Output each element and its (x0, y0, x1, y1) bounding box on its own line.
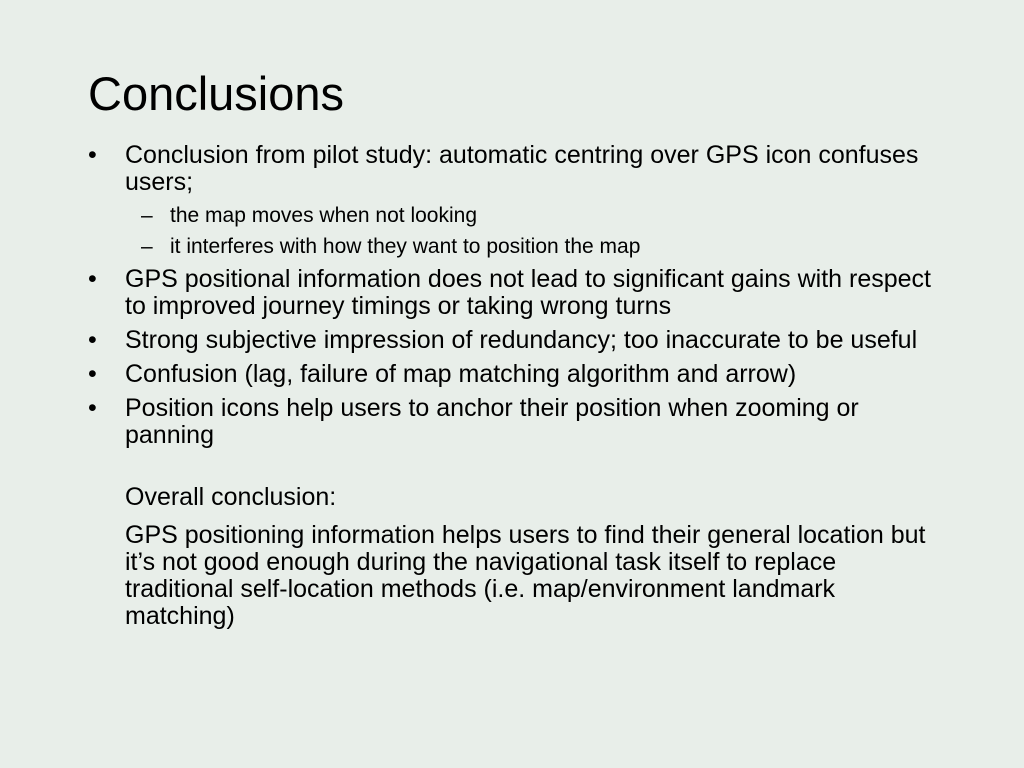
overall-conclusion-text: GPS positioning information helps users to find their general location but it’s not good enough during the navigational task itself to replace traditional self-location methods (i.e. map/environment landmark matching) (125, 521, 926, 630)
dash-marker: – (141, 204, 153, 227)
bullet-item (88, 266, 948, 320)
bullet-text: Strong subjective impression of redundancy; too inaccurate to be useful (125, 326, 918, 354)
bullet-item (88, 361, 948, 388)
bullet-marker: • (88, 394, 97, 422)
bullet-item (88, 142, 948, 196)
sub-bullet-item (88, 204, 948, 228)
bullet-item (88, 327, 948, 354)
overall-conclusion-heading: Overall conclusion: (125, 483, 337, 511)
bullet-marker: • (88, 141, 97, 169)
bullet-marker: • (88, 360, 97, 388)
slide-body (88, 142, 948, 630)
bullet-text: Confusion (lag, failure of map matching algorithm and arrow) (125, 360, 797, 388)
bullet-text: Position icons help users to anchor their position when zooming or panning (125, 394, 859, 449)
slide-title: Conclusions (88, 67, 345, 120)
bullet-item (88, 395, 948, 449)
sub-bullet-text: it interferes with how they want to position the map (170, 235, 641, 258)
bullet-marker: • (88, 326, 97, 354)
sub-bullet-item (88, 235, 948, 259)
bullet-marker: • (88, 265, 97, 293)
bullet-text: Conclusion from pilot study: automatic centring over GPS icon confuses users; (125, 141, 919, 196)
bullet-text: GPS positional information does not lead to significant gains with respect to improved journey timings or taking wrong turns (125, 265, 932, 320)
dash-marker: – (141, 235, 153, 258)
sub-bullet-text: the map moves when not looking (170, 204, 478, 227)
